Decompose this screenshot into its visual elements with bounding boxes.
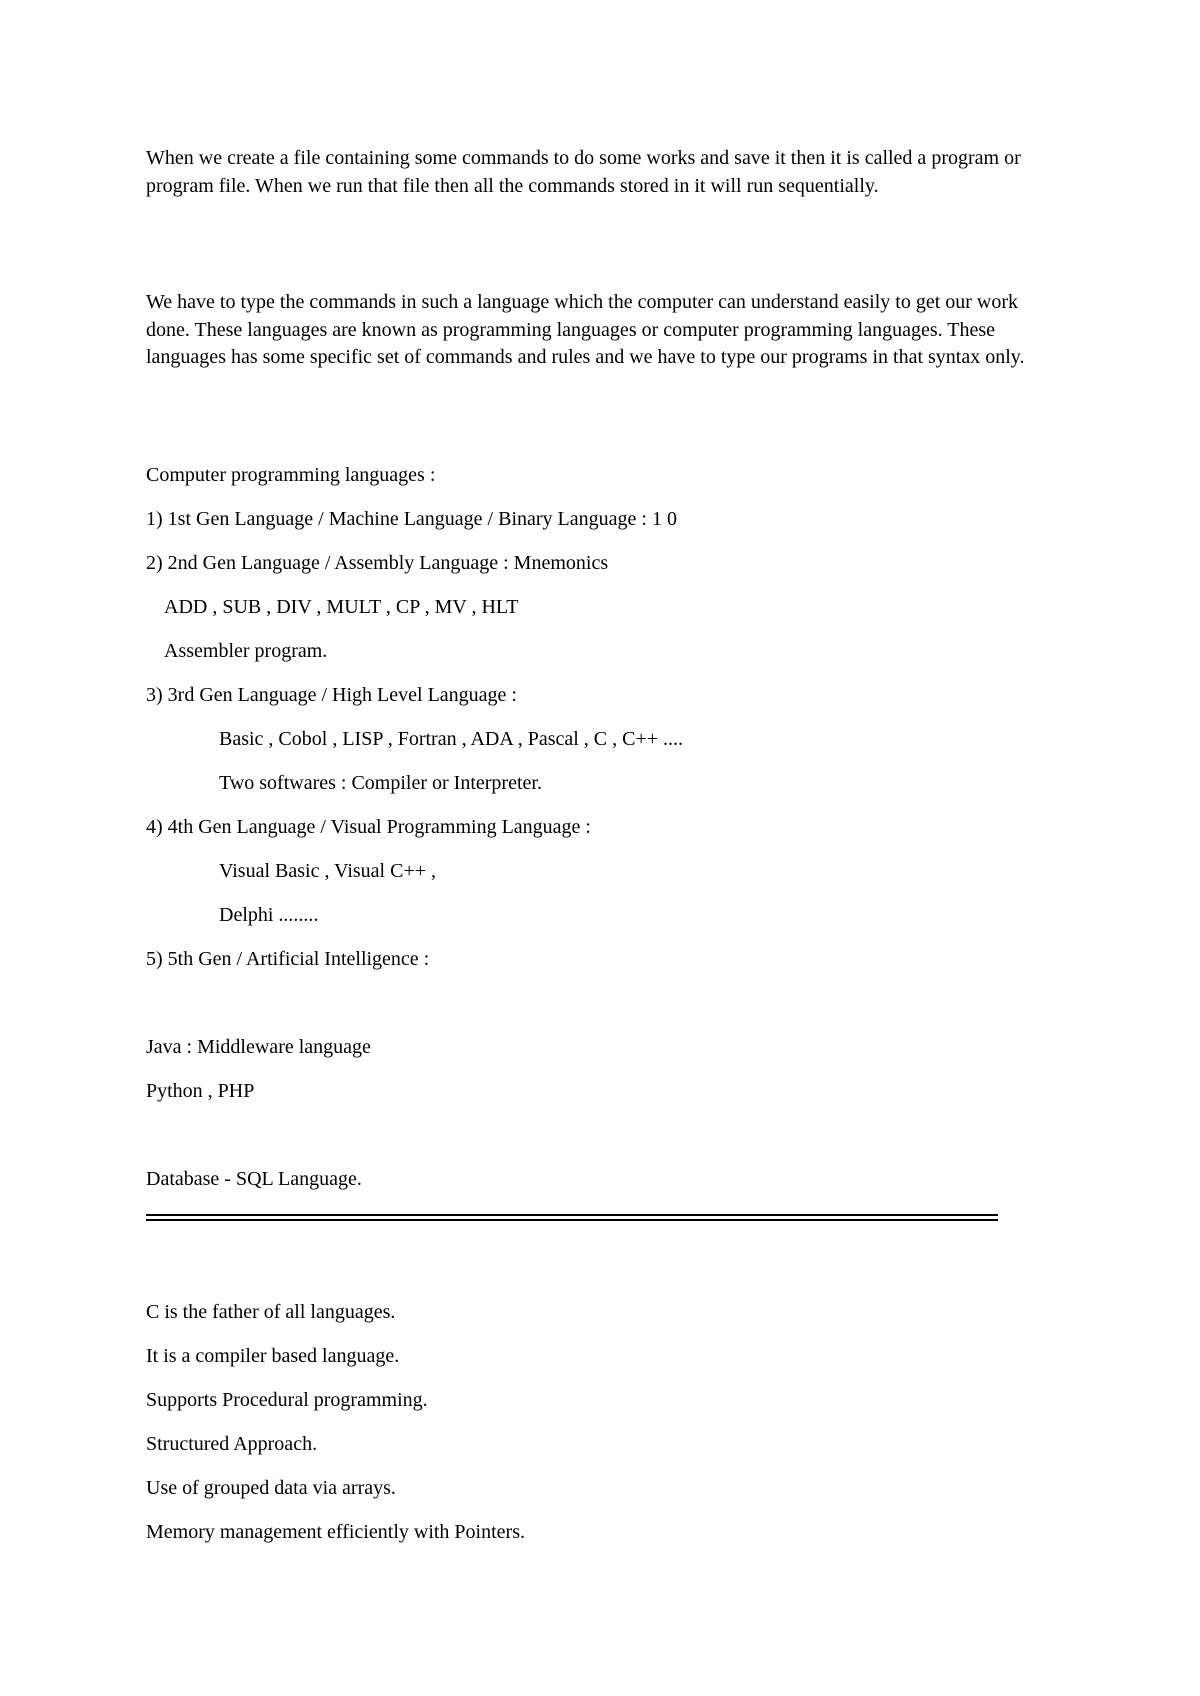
c-fact-item: Use of grouped data via arrays. [146,1477,396,1499]
database-line: Database - SQL Language. [146,1168,362,1190]
gen4-examples: Visual Basic , Visual C++ , [219,860,437,882]
languages-heading: Computer programming languages : [146,464,436,486]
c-fact-item: Structured Approach. [146,1433,318,1455]
c-fact-item: C is the father of all languages. [146,1301,396,1323]
java-line: Java : Middleware language [146,1036,371,1058]
section-divider [146,1210,998,1224]
c-fact-item: Memory management efficiently with Pointers. [146,1521,525,1543]
gen3-note: Two softwares : Compiler or Interpreter. [219,772,542,794]
gen2-examples: ADD , SUB , DIV , MULT , CP , MV , HLT [164,596,519,618]
gen3-examples: Basic , Cobol , LISP , Fortran , ADA , Pascal , C , C++ .... [219,728,684,750]
c-fact-item: Supports Procedural programming. [146,1389,428,1411]
python-line: Python , PHP [146,1080,255,1102]
gen5-line: 5) 5th Gen / Artificial Intelligence : [146,948,430,970]
gen1-line: 1) 1st Gen Language / Machine Language / Binary Language : 1 0 [146,508,677,530]
gen4-line: 4) 4th Gen Language / Visual Programming Language : [146,816,591,838]
c-fact-item: It is a compiler based language. [146,1345,400,1367]
gen3-line: 3) 3rd Gen Language / High Level Language : [146,684,517,706]
gen4-more: Delphi ........ [219,904,319,926]
intro-paragraph-2: We have to type the commands in such a language which the computer can understand easily to get our work done. These languages are known as programming languages or computer programming languages. These languages has some specific set of commands and rules and we have to type our programs in that syntax only. [146,291,1025,369]
gen2-note: Assembler program. [164,640,328,662]
gen2-line: 2) 2nd Gen Language / Assembly Language : Mnemonics [146,552,609,574]
intro-paragraph-1: When we create a file containing some commands to do some works and save it then it is called a program or program file. When we run that file then all the commands stored in it will run sequentially. [146,147,1021,197]
